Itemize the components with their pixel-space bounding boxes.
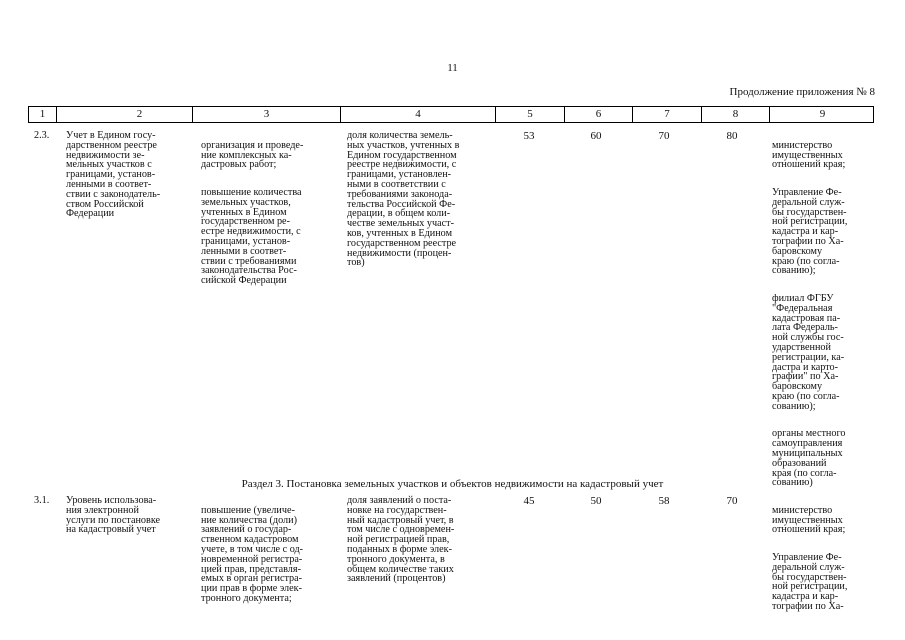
header-col-1: 1 bbox=[39, 108, 46, 120]
row-events bbox=[201, 496, 336, 622]
responsible-paragraph: министерство имущественных отношений края; bbox=[772, 504, 846, 536]
page-number: 11 bbox=[447, 62, 458, 74]
header-col-6: 6 bbox=[564, 107, 632, 122]
event-paragraph: повышение количества земельных участков, учтенных в Едином государственном ре- естре недвижимости, с границами, установ- ленными в соответ- ствии с требованиями законодательства Рос- сийской Федерации bbox=[201, 186, 302, 287]
header-col-9: 9 bbox=[769, 107, 875, 122]
responsible-paragraph: министерство имущественных отношений края; bbox=[772, 139, 846, 171]
value-year-2: 50 bbox=[590, 495, 602, 507]
value-year-3: 70 bbox=[658, 130, 670, 142]
row-indicator: доля заявлений о поста- новке на государствен- ный кадастровый учет, в том числе с одновремен- ной регистрацией прав, поданных в форме элек- тронного документа, в общем количестве таких заявлений (процентов) bbox=[347, 495, 455, 585]
event-paragraph: организация и проведе- ние комплексных ка- дастровых работ; bbox=[201, 139, 304, 171]
responsible-paragraph: Управление Фе- деральной служ- бы государствен- ной регистрации, кадастра и кар- тографии по Ха- bbox=[772, 551, 848, 612]
responsible-paragraph: Управление Фе- деральной служ- бы государствен- ной регистрации, кадастра и кар- тографии по Ха- баровскому краю (по согла- сованию); bbox=[772, 186, 848, 277]
row-responsible bbox=[772, 131, 882, 506]
row-id: 2.3. bbox=[34, 130, 50, 141]
table-header-row bbox=[28, 106, 874, 123]
header-col-8: 8 bbox=[701, 107, 769, 122]
value-year-4: 70 bbox=[726, 495, 738, 507]
header-col-5: 5 bbox=[495, 107, 564, 122]
row-responsible bbox=[772, 496, 882, 630]
value-year-2: 60 bbox=[590, 130, 602, 142]
header-col-3: 3 bbox=[192, 107, 340, 122]
row-events bbox=[201, 131, 336, 304]
section-heading: Раздел 3. Постановка земельных участков и объектов недвижимости на кадастровый учет bbox=[241, 478, 664, 490]
row-id: 3.1. bbox=[34, 495, 50, 506]
event-paragraph: повышение (увеличе- ние количества (доли) заявлений о государ- ственном кадастровом учете, в том числе с од- новременной регистра- цией прав, представля- емых в орган регистра- ции прав в форме элек- тронного документа; bbox=[201, 504, 304, 604]
header-col-7: 7 bbox=[632, 107, 701, 122]
responsible-paragraph: филиал ФГБУ "Федеральная кадастровая па- лата Федераль- ной службы гос- ударственной регистрации, ка- дастра и карто- графии" по Ха- баровскому краю (по согла- сованию); bbox=[772, 292, 845, 412]
continuation-label: Продолжение приложения № 8 bbox=[729, 86, 875, 98]
row-name: Уровень использова- ния электронной услуги по постановке на кадастровый учет bbox=[66, 495, 161, 536]
header-col-4: 4 bbox=[340, 107, 495, 122]
value-year-3: 58 bbox=[658, 495, 670, 507]
value-year-1: 45 bbox=[523, 495, 535, 507]
row-indicator: доля количества земель- ных участков, учтенных в Едином государственном реестре недвижимости, с границами, установлен- ными в соответствии с требованиями законода- тельства Российской Фе- дерации, в общем коли- честве земельных участ- ков, учтенных в Едином государственном реестре недвижимости (процен- тов) bbox=[347, 130, 460, 269]
responsible-paragraph: органы местного самоуправления муниципальных образований края (по согла- сованию) bbox=[772, 428, 846, 489]
value-year-1: 53 bbox=[523, 130, 535, 142]
header-col-2: 2 bbox=[56, 107, 222, 122]
row-name: Учет в Едином госу- дарственном реестре недвижимости зе- мельных участков с границами, установ- ленными в соответ- ствии с законодатель- ством Российской Федерации bbox=[66, 130, 161, 220]
value-year-4: 80 bbox=[726, 130, 738, 142]
